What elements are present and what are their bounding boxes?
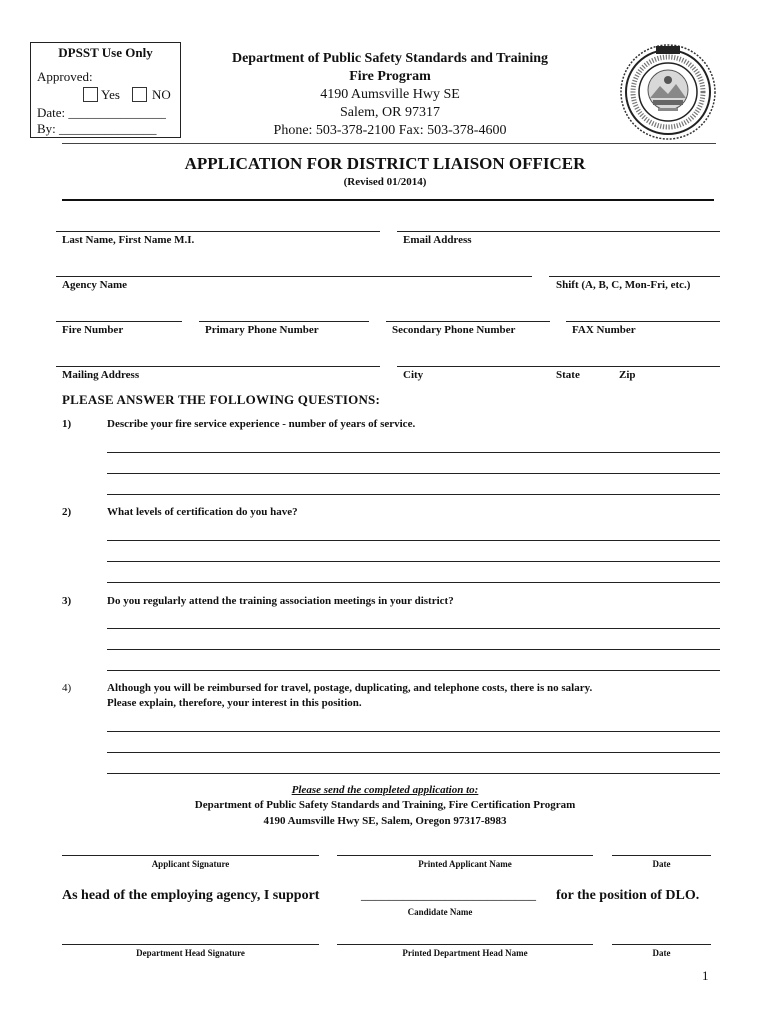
answer-line[interactable] <box>107 561 720 562</box>
question-text: What levels of certification do you have? <box>107 506 298 518</box>
secondary-phone-field[interactable] <box>386 321 550 322</box>
no-label: NO <box>152 87 171 102</box>
answer-line[interactable] <box>107 752 720 753</box>
fax-number-field[interactable] <box>566 321 720 322</box>
header-program: Fire Program <box>349 69 431 84</box>
answer-line[interactable] <box>107 452 720 453</box>
question-text: Although you will be reimbursed for travel, postage, duplicating, and telephone costs, there is no salary. <box>107 682 593 694</box>
approved-label: Approved: <box>37 69 93 84</box>
printed-applicant-name-field[interactable] <box>337 855 593 856</box>
position-statement: for the position of DLO. <box>556 888 700 903</box>
answer-line[interactable] <box>107 628 720 629</box>
mailing-address-field[interactable] <box>56 366 380 367</box>
answer-line[interactable] <box>107 582 720 583</box>
answer-line[interactable] <box>107 494 720 495</box>
header-phone-fax: Phone: 503-378-2100 Fax: 503-378-4600 <box>273 123 507 138</box>
header-department: Department of Public Safety Standards and Training <box>231 51 549 66</box>
candidate-name-field[interactable]: _________________________ <box>361 888 536 903</box>
printed-department-head-name-field[interactable] <box>337 944 593 945</box>
page-title: APPLICATION FOR DISTRICT LIAISON OFFICER <box>184 154 586 173</box>
title-divider <box>62 199 714 201</box>
last-name-label: Last Name, First Name M.I. <box>62 234 195 246</box>
dpsst-date-field[interactable]: Date: _______________ <box>37 105 166 120</box>
answer-line[interactable] <box>107 731 720 732</box>
answer-line[interactable] <box>107 649 720 650</box>
secondary-phone-label: Secondary Phone Number <box>392 324 516 336</box>
city-label: City <box>403 369 424 381</box>
fire-number-field[interactable] <box>56 321 182 322</box>
applicant-signature-field[interactable] <box>62 855 319 856</box>
answer-line[interactable] <box>107 773 720 774</box>
question-number: 4) <box>62 682 72 694</box>
question-text-continued: Please explain, therefore, your interest in this position. <box>107 697 362 709</box>
fire-number-label: Fire Number <box>62 324 124 336</box>
applicant-date-field[interactable] <box>612 855 711 856</box>
mailing-address-label: Mailing Address <box>62 369 140 381</box>
printed-applicant-name-label: Printed Applicant Name <box>418 859 512 869</box>
question-text: Do you regularly attend the training association meetings in your district? <box>107 595 454 607</box>
email-label: Email Address <box>403 234 472 246</box>
dpsst-title: DPSST Use Only <box>58 45 153 60</box>
dpsst-by-field[interactable]: By: _______________ <box>37 121 157 136</box>
no-checkbox[interactable] <box>132 87 147 102</box>
page-number: 1 <box>702 968 709 983</box>
email-field[interactable] <box>397 231 720 232</box>
send-address-street: 4190 Aumsville Hwy SE, Salem, Oregon 97317-8983 <box>263 815 507 827</box>
header-city: Salem, OR 97317 <box>340 105 440 120</box>
department-head-date-field[interactable] <box>612 944 711 945</box>
question-text: Describe your fire service experience - number of years of service. <box>107 418 416 430</box>
fax-number-label: FAX Number <box>572 324 636 336</box>
answer-line[interactable] <box>107 473 720 474</box>
send-address-name: Department of Public Safety Standards and Training, Fire Certification Program <box>194 799 576 811</box>
applicant-signature-label: Applicant Signature <box>151 859 230 869</box>
header-street: 4190 Aumsville Hwy SE <box>320 87 460 102</box>
primary-phone-field[interactable] <box>199 321 369 322</box>
department-head-signature-field[interactable] <box>62 944 319 945</box>
yes-label: Yes <box>101 87 120 102</box>
city-state-zip-field[interactable] <box>397 366 720 367</box>
applicant-date-label: Date <box>652 859 671 869</box>
printed-department-head-name-label: Printed Department Head Name <box>402 948 528 958</box>
state-label: State <box>556 369 580 381</box>
agency-name-field[interactable] <box>56 276 532 277</box>
answer-line[interactable] <box>107 670 720 671</box>
revision-date: (Revised 01/2014) <box>343 176 427 188</box>
yes-checkbox[interactable] <box>83 87 98 102</box>
primary-phone-label: Primary Phone Number <box>205 324 319 336</box>
candidate-name-label: Candidate Name <box>407 907 473 917</box>
question-number: 3) <box>62 595 72 607</box>
department-head-signature-label: Department Head Signature <box>136 948 245 958</box>
last-name-field[interactable] <box>56 231 380 232</box>
question-number: 2) <box>62 506 72 518</box>
shift-label: Shift (A, B, C, Mon-Fri, etc.) <box>556 279 691 291</box>
dpsst-use-only-box <box>30 42 181 138</box>
send-instructions: Please send the completed application to: <box>291 784 479 796</box>
zip-label: Zip <box>619 369 636 381</box>
dpsst-seal-icon <box>618 42 718 142</box>
support-statement: As head of the employing agency, I support <box>62 888 320 903</box>
shift-field[interactable] <box>549 276 720 277</box>
header-divider <box>62 143 716 144</box>
agency-name-label: Agency Name <box>62 279 128 291</box>
questions-heading: PLEASE ANSWER THE FOLLOWING QUESTIONS: <box>62 392 380 407</box>
question-number: 1) <box>62 418 72 430</box>
answer-line[interactable] <box>107 540 720 541</box>
department-head-date-label: Date <box>652 948 671 958</box>
